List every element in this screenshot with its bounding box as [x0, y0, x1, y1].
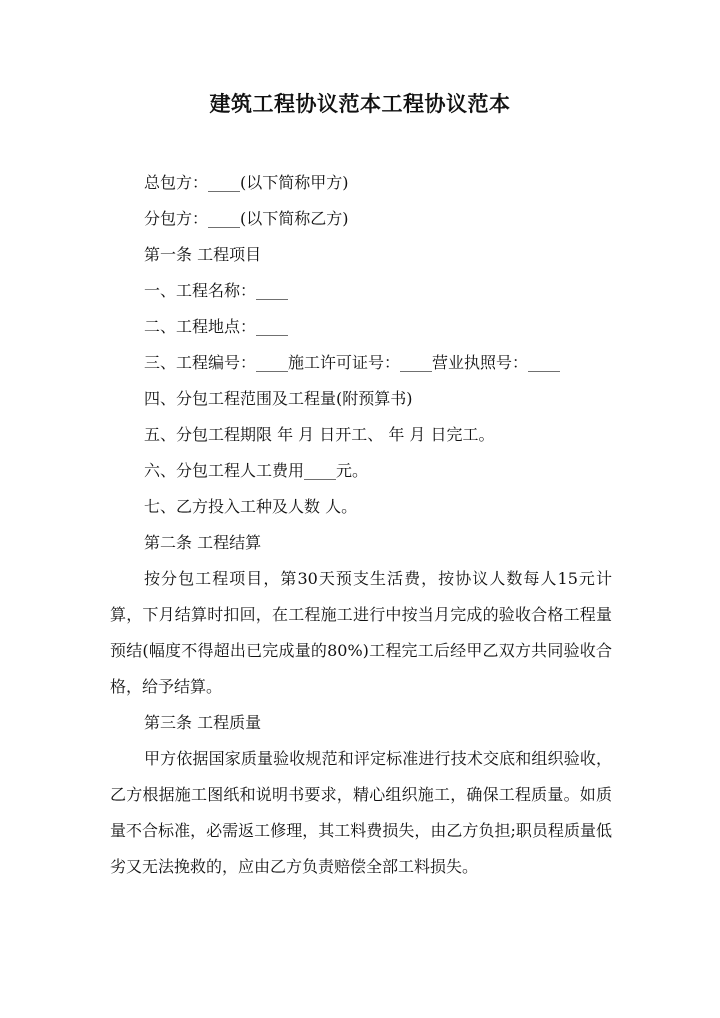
scope-line: 四、分包工程范围及工程量(附预算书): [144, 389, 413, 408]
article-2-heading: 第二条 工程结算: [144, 533, 262, 552]
subcontractor-line: 分包方：____(以下简称乙方): [144, 209, 349, 228]
article-1-heading: 第一条 工程项目: [144, 245, 262, 264]
workers-line: 七、乙方投入工种及人数 人。: [144, 497, 358, 516]
article-3-heading: 第三条 工程质量: [144, 713, 262, 732]
quality-paragraph: 甲方依据国家质量验收规范和评定标准进行技术交底和组织验收，乙方根据施工图纸和说明书要求，精心组织施工，确保工程质量。如质量不合标准，必需返工修理，其工料费损失，由乙方负担;职员程质量低劣又无法挽救的，应由乙方负责赔偿全部工料损失。: [110, 749, 612, 876]
project-name-line: 一、工程名称：____: [144, 281, 289, 300]
settlement-paragraph: 按分包工程项目，第30天预支生活费，按协议人数每人15元计算，下月结算时扣回，在工程施工进行中按当月完成的验收合格工程量预结(幅度不得超出已完成量的80%)工程完工后经甲乙双方共同验收合格，给予结算。: [110, 569, 612, 696]
project-number-line: 三、工程编号：____施工许可证号：____营业执照号：____: [144, 353, 561, 372]
labor-cost-line: 六、分包工程人工费用____元。: [144, 461, 369, 480]
project-location-line: 二、工程地点：____: [144, 317, 289, 336]
document-title: 建筑工程协议范本工程协议范本: [209, 91, 511, 116]
contractor-line: 总包方：____(以下简称甲方): [144, 173, 349, 192]
period-line: 五、分包工程期限 年 月 日开工、 年 月 日完工。: [144, 425, 495, 444]
document-body: [110, 165, 612, 885]
